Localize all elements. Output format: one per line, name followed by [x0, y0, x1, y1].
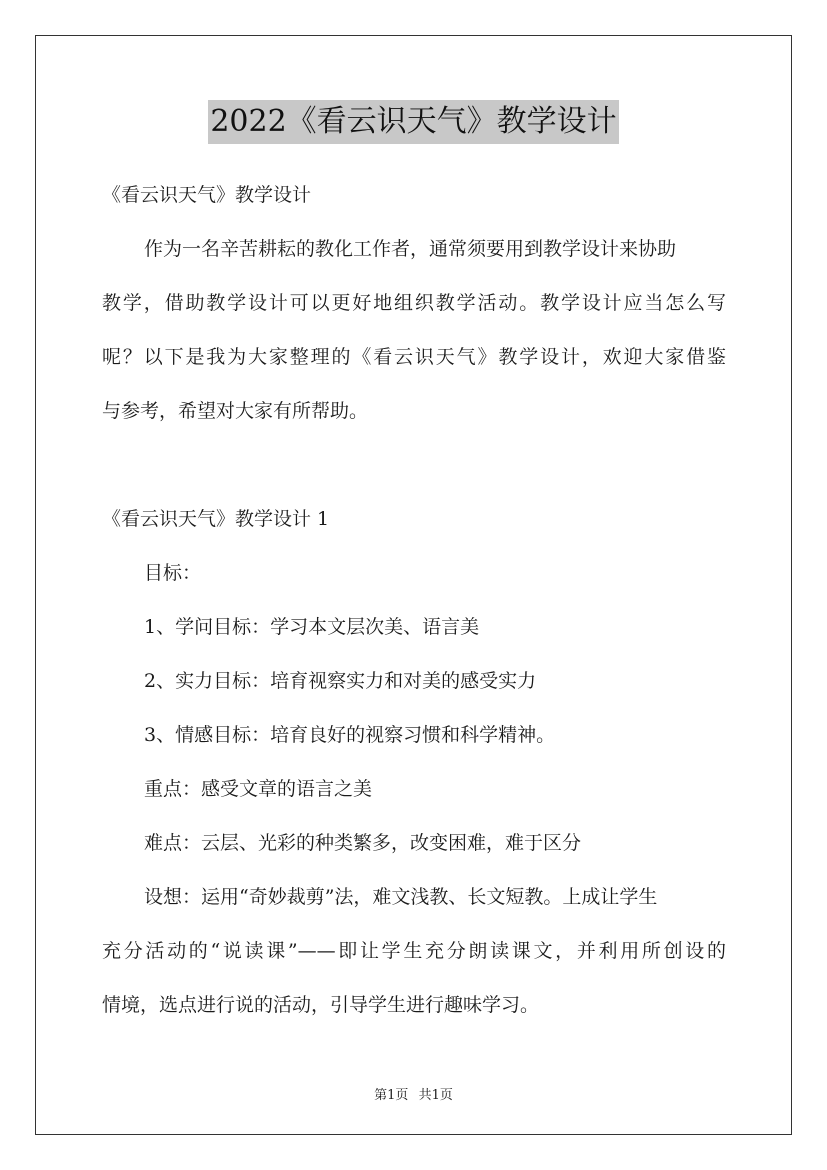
intro-line-2: 教学，借助教学设计可以更好地组织教学活动。教学设计应当怎么写 [102, 292, 726, 314]
idea-line-2: 充分活动的“说读课”——即让学生充分朗读课文，并利用所创设的 [102, 940, 726, 962]
title-container [0, 100, 827, 144]
page-footer [0, 1084, 827, 1103]
difficulty: 难点：云层、光彩的种类繁多，改变困难，难于区分 [144, 832, 582, 854]
goal-item-2: 2、实力目标：培育视察实力和对美的感受实力 [144, 670, 537, 692]
goal-item-1: 1、学问目标：学习本文层次美、语言美 [144, 616, 480, 638]
document-title: 2022《看云识天气》教学设计 [208, 100, 618, 144]
page-total: 共1页 [418, 1088, 453, 1103]
section-heading: 《看云识天气》教学设计 1 [102, 508, 330, 530]
page-number: 第1页 [374, 1088, 409, 1103]
goal-item-3: 3、情感目标：培育良好的视察习惯和科学精神。 [144, 724, 556, 746]
idea-line-3: 情境，选点进行说的活动，引导学生进行趣味学习。 [102, 994, 540, 1016]
idea-line-1: 设想：运用“奇妙裁剪”法，难文浅教、长文短教。上成让学生 [144, 886, 658, 908]
intro-line-1: 作为一名辛苦耕耘的教化工作者，通常须要用到教学设计来协助 [144, 238, 677, 260]
intro-line-4: 与参考，希望对大家有所帮助。 [102, 400, 369, 422]
goals-label: 目标： [144, 562, 202, 584]
intro-line-3: 呢？以下是我为大家整理的《看云识天气》教学设计，欢迎大家借鉴 [102, 346, 726, 368]
intro-heading: 《看云识天气》教学设计 [102, 184, 312, 206]
key-point: 重点：感受文章的语言之美 [144, 778, 373, 800]
